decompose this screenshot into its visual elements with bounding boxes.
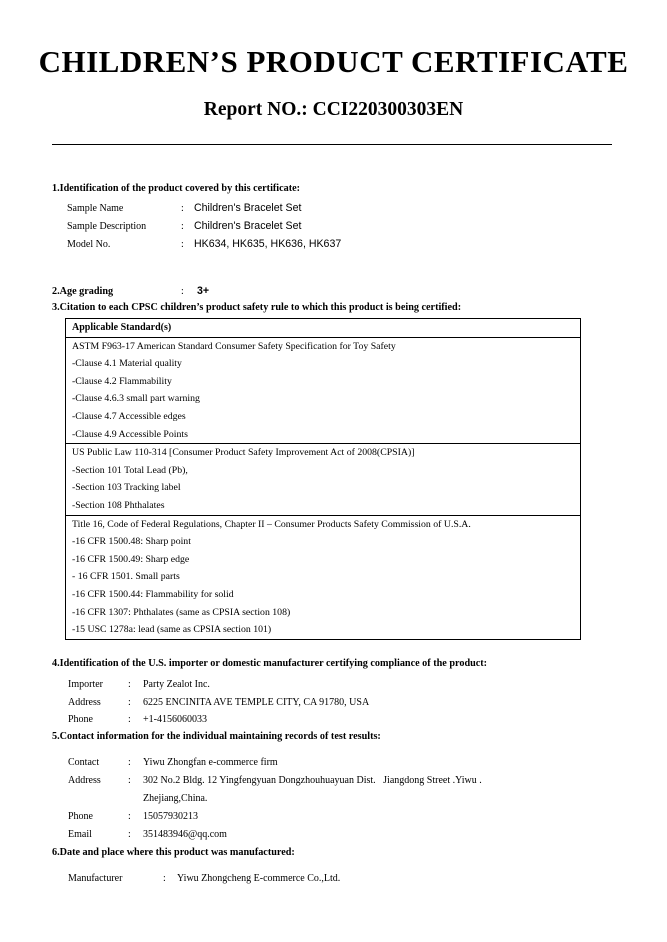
field-label: Phone (68, 714, 93, 725)
section-6-heading: 6.Date and place where this product was manufactured: (52, 847, 295, 858)
table-row: -Clause 4.2 Flammability (66, 373, 581, 391)
certificate-title: CHILDREN’S PRODUCT CERTIFICATE (38, 44, 629, 79)
table-row: -Clause 4.1 Material quality (66, 355, 581, 373)
importer-phone-row (0, 714, 667, 728)
field-label: Model No. (67, 239, 111, 250)
contact-email-row (0, 829, 667, 843)
importer-row (0, 679, 667, 693)
field-colon: : (181, 203, 184, 214)
field-label: Sample Description (67, 221, 147, 232)
table-row: -16 CFR 1500.44: Flammability for solid (66, 586, 581, 604)
table-row: - 16 CFR 1501. Small parts (66, 568, 581, 586)
table-row: -Clause 4.9 Accessible Points (66, 426, 581, 444)
table-row: -Section 101 Total Lead (Pb), (66, 462, 581, 480)
field-value: 351483946@qq.com (143, 829, 227, 840)
contact-address-line-2: Zhejiang,China. (143, 793, 208, 804)
field-colon: : (181, 221, 184, 232)
field-colon: : (128, 697, 131, 708)
table-row: -Section 103 Tracking label (66, 479, 581, 497)
section-4-heading: 4.Identification of the U.S. importer or domestic manufacturer certifying compliance of the product: (52, 658, 488, 669)
section-5-heading: 5.Contact information for the individual maintaining records of test results: (52, 731, 381, 742)
table-row: US Public Law 110-314 [Consumer Product Safety Improvement Act of 2008(CPSIA)] (66, 444, 581, 462)
field-value: 6225 ENCINITA AVE TEMPLE CITY, CA 91780, USA (143, 697, 370, 708)
field-value: Party Zealot Inc. (143, 679, 210, 690)
section-1-heading: 1.Identification of the product covered by this certificate: (52, 183, 301, 194)
field-value: Children's Bracelet Set (194, 220, 302, 232)
age-grading-value: 3+ (197, 285, 210, 297)
field-value: Yiwu Zhongcheng E-commerce Co.,Ltd. (177, 873, 341, 884)
field-label: Address (68, 697, 101, 708)
field-label: Address (68, 775, 101, 786)
contact-phone-row (0, 811, 667, 825)
field-label: Phone (68, 811, 93, 822)
field-colon: : (181, 286, 184, 297)
table-row: -16 CFR 1500.48: Sharp point (66, 533, 581, 551)
table-row: -15 USC 1278a: lead (same as CPSIA section 101) (66, 621, 581, 639)
table-row: -16 CFR 1307: Phthalates (same as CPSIA section 108) (66, 604, 581, 622)
field-value: 15057930213 (143, 811, 198, 822)
section-2-heading: 2.Age grading (52, 286, 114, 297)
section-3-heading: 3.Citation to each CPSC children’s product safety rule to which this product is being certified: (52, 302, 462, 313)
field-value: +1-4156060033 (143, 714, 207, 725)
field-colon: : (128, 829, 131, 840)
manufacturer-row (0, 873, 667, 887)
importer-address-row (0, 697, 667, 711)
header-divider (52, 144, 612, 145)
table-row: -Section 108 Phthalates (66, 497, 581, 515)
report-number: Report NO.: CCI220300303EN (203, 99, 464, 120)
table-row: Title 16, Code of Federal Regulations, Chapter II – Consumer Products Safety Commission of U.S.A. (66, 515, 581, 533)
field-colon: : (128, 679, 131, 690)
field-label: Email (68, 829, 92, 840)
field-label: Sample Name (67, 203, 124, 214)
sample-name-row (0, 203, 667, 217)
field-colon: : (181, 239, 184, 250)
contact-address-line-1: 302 No.2 Bldg. 12 Yingfengyuan Dongzhouhuayuan Dist. Jiangdong Street .Yiwu . (143, 775, 482, 786)
field-colon: : (128, 811, 131, 822)
field-label: Contact (68, 757, 100, 768)
applicable-standards-table (65, 318, 581, 640)
table-row: -Clause 4.6.3 small part warning (66, 390, 581, 408)
contact-row (0, 757, 667, 771)
sample-description-row (0, 221, 667, 235)
field-value: Yiwu Zhongfan e-commerce firm (143, 757, 278, 768)
field-colon: : (128, 714, 131, 725)
field-colon: : (163, 873, 166, 884)
table-row: -16 CFR 1500.49: Sharp edge (66, 551, 581, 569)
field-colon: : (128, 757, 131, 768)
field-label: Importer (68, 679, 103, 690)
table-row: -Clause 4.7 Accessible edges (66, 408, 581, 426)
model-number-row (0, 239, 667, 253)
field-label: Manufacturer (68, 873, 123, 884)
field-value: Children's Bracelet Set (194, 202, 302, 214)
field-value: HK634, HK635, HK636, HK637 (194, 238, 342, 250)
table-header: Applicable Standard(s) (66, 319, 581, 338)
field-colon: : (128, 775, 131, 786)
table-row: ASTM F963-17 American Standard Consumer Safety Specification for Toy Safety (66, 337, 581, 355)
